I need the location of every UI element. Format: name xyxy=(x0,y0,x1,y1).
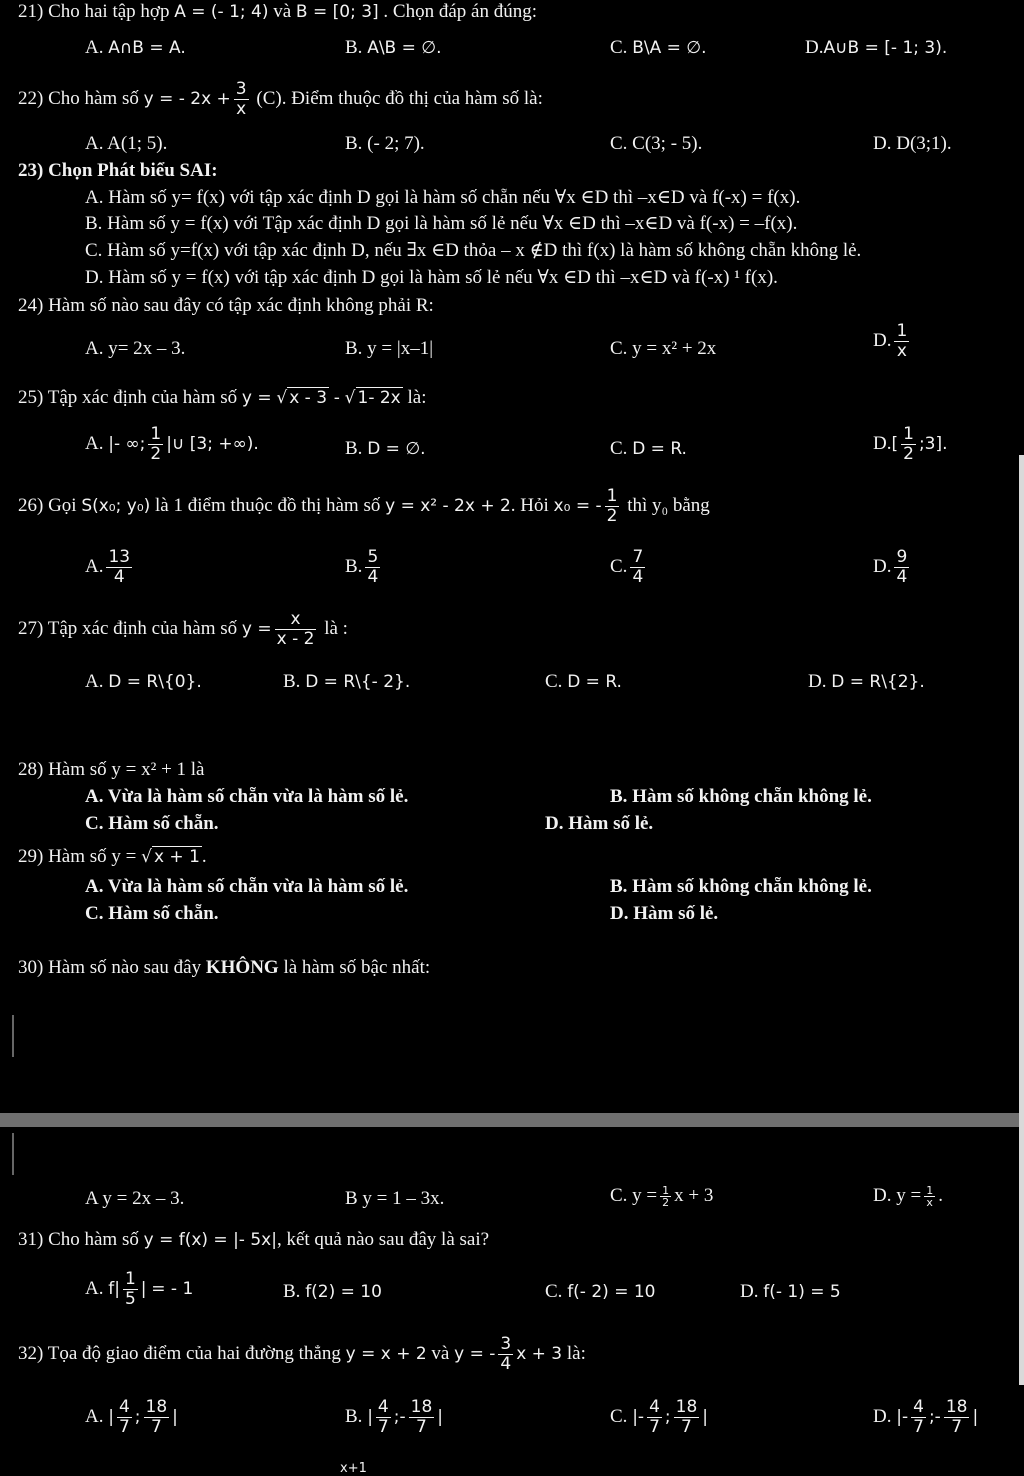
q21-conj: và xyxy=(273,1,292,22)
q27-fraction xyxy=(275,610,317,649)
numerator: 3 xyxy=(500,1334,512,1354)
numerator: 1 xyxy=(124,1269,136,1289)
q32-c-x xyxy=(647,1398,662,1437)
denominator: 7 xyxy=(144,1417,170,1437)
radicand: x - 3 xyxy=(289,388,328,408)
q30-option-d[interactable] xyxy=(873,1184,943,1208)
q30-option-b[interactable]: B y = 1 – 3x. xyxy=(345,1188,445,1209)
q30-d-fraction xyxy=(924,1185,935,1208)
q31-option-b[interactable] xyxy=(283,1280,382,1304)
q32-stem-text: 32) Tọa độ giao điểm của hai đường thẳng xyxy=(18,1342,341,1364)
option-label: C. xyxy=(545,671,563,692)
q26-b-fraction xyxy=(365,548,380,587)
q32-line-2-tail: x + 3 xyxy=(516,1343,563,1364)
option-label: A. xyxy=(85,555,104,577)
option-value: B\A = ∅. xyxy=(632,38,707,58)
option-value: |∪ [3; +∞). xyxy=(166,433,259,454)
q24-option-c[interactable]: C. y = x² + 2x xyxy=(610,338,717,359)
q22-option-d[interactable]: D. D(3;1). xyxy=(873,133,952,154)
numerator: 3 xyxy=(235,79,247,99)
numerator: 4 xyxy=(377,1397,389,1417)
q22-fraction xyxy=(234,80,249,119)
q24-option-d[interactable] xyxy=(873,322,912,361)
option-value: D = R\{0}. xyxy=(108,672,202,692)
option-label: D. xyxy=(873,329,892,351)
q31-stem-text: 31) Cho hàm số xyxy=(18,1229,139,1250)
option-value: A∩B = A. xyxy=(108,38,186,58)
q32-stem xyxy=(18,1335,586,1374)
q25-option-b[interactable] xyxy=(345,437,426,461)
q26-c-fraction xyxy=(630,548,645,587)
denominator: 4 xyxy=(896,567,908,587)
denominator: 4 xyxy=(367,567,379,587)
numerator: 1 xyxy=(606,486,618,506)
option-label: C. xyxy=(610,555,628,577)
option-label: A. xyxy=(85,1277,104,1299)
denominator: x xyxy=(924,1196,935,1208)
q22-stem xyxy=(18,80,543,119)
q32-option-a[interactable]: A. | $\frac{4}{7}$ ; $\frac{18}{7}$ | xyxy=(85,1397,178,1437)
q21-option-a[interactable] xyxy=(85,36,186,60)
page-divider xyxy=(0,1113,1024,1127)
denominator: 7 xyxy=(913,1417,924,1437)
q26-point: S(x₀; y₀) xyxy=(81,495,151,516)
q32-line-1: y = x + 2 xyxy=(345,1343,427,1364)
q26-option-c[interactable] xyxy=(610,548,648,587)
option-label: D. xyxy=(808,671,827,692)
q22-tail: (C). Điểm thuộc đồ thị của hàm số là: xyxy=(256,87,543,109)
q32-a-y xyxy=(144,1398,170,1437)
q32-a-x xyxy=(117,1398,132,1437)
sign: - xyxy=(901,1406,909,1427)
q32-option-c[interactable]: C. |- $\frac{4}{7}$ ; $\frac{18}{7}$ | xyxy=(610,1397,708,1437)
numerator: 13 xyxy=(108,547,131,567)
numerator: 18 xyxy=(675,1397,698,1417)
option-value: A\B = ∅. xyxy=(367,38,442,58)
q22-option-a[interactable]: A. A(1; 5). xyxy=(85,133,168,154)
numerator: 18 xyxy=(410,1397,433,1417)
denominator: 7 xyxy=(649,1417,660,1437)
q26-mid: là 1 điểm thuộc đồ thị hàm số xyxy=(155,494,381,516)
q32-option-d[interactable]: D. |- $\frac{4}{7}$ ;- $\frac{18}{7}$ | xyxy=(873,1397,979,1437)
numerator: 9 xyxy=(896,547,908,567)
option-label: B. xyxy=(345,438,363,459)
q29-stem-text: 29) Hàm số y = xyxy=(18,846,137,867)
option-value: f(2) = 10 xyxy=(305,1282,382,1302)
numerator: 1 xyxy=(150,424,162,444)
option-label: D. xyxy=(805,37,824,58)
q21-tail: . Chọn đáp án đúng: xyxy=(383,1,537,22)
text-caret-icon xyxy=(0,1015,14,1057)
sign: - xyxy=(637,1406,645,1427)
numerator: 5 xyxy=(367,547,379,567)
q27-stem xyxy=(18,610,348,649)
q29-option-d[interactable]: D. Hàm số lẻ. xyxy=(610,903,719,924)
option-label: B. xyxy=(345,37,363,58)
q25-d-fraction xyxy=(901,425,916,464)
q25-option-a[interactable] xyxy=(85,425,259,464)
option-value: x + 3 xyxy=(674,1185,714,1206)
denominator: 7 xyxy=(944,1417,970,1437)
q26-stem xyxy=(18,487,710,526)
numerator: 18 xyxy=(145,1397,168,1417)
option-label: B. xyxy=(345,1405,363,1427)
q32-conj: và xyxy=(431,1342,450,1364)
q27-stem-text: 27) Tập xác định của hàm số xyxy=(18,617,238,639)
q26-a-fraction xyxy=(106,548,132,587)
numerator: 7 xyxy=(632,547,644,567)
q28-option-a[interactable]: A. Vừa là hàm số chẵn vừa là hàm số lẻ. xyxy=(85,786,409,807)
q25-radical-2: √ 1- 2x xyxy=(344,388,401,408)
q28-stem: 28) Hàm số y = x² + 1 là xyxy=(18,759,205,780)
q26-d-fraction xyxy=(894,548,909,587)
q25-option-d[interactable] xyxy=(873,425,948,464)
q31-option-d[interactable] xyxy=(740,1280,841,1304)
option-value: ;3]. xyxy=(918,433,948,454)
q29-radical: √ x + 1 xyxy=(141,847,200,867)
option-label: A. xyxy=(85,432,104,454)
q26-option-b[interactable] xyxy=(345,548,383,587)
q23-option-d[interactable]: D. Hàm số y = f(x) với tập xác định D gọi là hàm số lẻ nếu ∀x ∈D thì –x∈D và f(-x) ¹ f(x). xyxy=(85,267,778,288)
denominator: 4 xyxy=(500,1354,512,1374)
q26-x0-fraction xyxy=(605,487,620,526)
q28-option-b[interactable]: B. Hàm số không chẵn không lẻ. xyxy=(610,786,872,807)
option-label: A. xyxy=(85,37,104,58)
q27-option-b[interactable] xyxy=(283,670,410,694)
q32-tail: là: xyxy=(566,1342,586,1364)
q32-d-y xyxy=(944,1398,970,1437)
q27-tail: là : xyxy=(324,617,348,639)
option-value: f xyxy=(108,1278,115,1299)
option-value: [ xyxy=(891,433,899,454)
scrollbar[interactable] xyxy=(1019,455,1024,1385)
q25-stem-text: 25) Tập xác định của hàm số xyxy=(18,387,238,408)
q29-option-c[interactable]: C. Hàm số chẵn. xyxy=(85,903,219,924)
q21-set-a: A = (- 1; 4) xyxy=(174,2,269,22)
q29-tail: . xyxy=(201,846,207,867)
option-label: C. y = xyxy=(610,1185,658,1206)
q30-stem-tail: là hàm số bậc nhất: xyxy=(283,957,431,978)
option-value: D = R. xyxy=(567,672,622,692)
q28-option-c[interactable]: C. Hàm số chẵn. xyxy=(85,813,219,834)
q26-option-a[interactable] xyxy=(85,548,135,587)
denominator: 2 xyxy=(662,1196,670,1210)
q26-x0: x₀ = - xyxy=(553,495,602,516)
numerator: 18 xyxy=(945,1397,968,1417)
q31-function: y = f(x) = |- 5x| xyxy=(143,1230,277,1250)
numerator: x xyxy=(290,609,301,629)
denominator: 7 xyxy=(377,1417,389,1437)
numerator: 1 xyxy=(662,1184,670,1198)
q26-ask: . Hỏi xyxy=(510,494,549,516)
denominator: 4 xyxy=(632,567,644,587)
numerator: 1 xyxy=(926,1184,934,1198)
option-value: D = R. xyxy=(632,439,687,459)
option-label: A. xyxy=(85,671,104,692)
q26-stem-text: 26) Gọi xyxy=(18,494,77,516)
q24-fraction xyxy=(894,322,909,361)
q28-option-d[interactable]: D. Hàm số lẻ. xyxy=(545,813,654,834)
q23-option-c[interactable]: C. Hàm số y=f(x) với tập xác định D, nếu ∃x ∈D thỏa – x ∉D thì f(x) là hàm số không chẵn không lẻ. xyxy=(85,240,862,261)
option-label: D. xyxy=(873,432,892,454)
q27-function: y = xyxy=(241,618,272,639)
denominator: x xyxy=(894,341,909,361)
option-label: C. xyxy=(610,1405,628,1427)
q32-b-y xyxy=(409,1398,435,1437)
q32-line-2: y = - xyxy=(454,1343,496,1364)
q25-a-fraction xyxy=(148,425,163,464)
denominator: 7 xyxy=(118,1417,130,1437)
q26-then: thì y₀ bằng xyxy=(627,494,710,516)
q27-option-a[interactable] xyxy=(85,670,202,694)
radicand: x + 1 xyxy=(153,847,200,867)
q30-stem-emphasis: KHÔNG xyxy=(205,957,279,978)
option-value: D = R\{2}. xyxy=(831,672,925,692)
q22-stem-text: 22) Cho hàm số xyxy=(18,87,139,109)
denominator: 2 xyxy=(606,506,618,526)
q30-option-a[interactable]: A y = 2x – 3. xyxy=(85,1188,185,1209)
numerator: 1 xyxy=(903,424,914,444)
option-label: D. xyxy=(873,1405,892,1427)
q22-option-c[interactable]: C. C(3; - 5). xyxy=(610,133,703,154)
denominator: 2 xyxy=(150,444,162,464)
q25-minus: - xyxy=(333,388,340,408)
q26-option-d[interactable] xyxy=(873,548,912,587)
q22-option-b[interactable]: B. (- 2; 7). xyxy=(345,133,425,154)
q25-radical-1: √ x - 3 xyxy=(276,388,328,408)
option-value: |- ∞; xyxy=(108,433,146,454)
q24-option-b[interactable]: B. y = |x–1| xyxy=(345,338,433,359)
q25-tail: là: xyxy=(407,387,427,408)
q21-stem-text: 21) Cho hai tập hợp xyxy=(18,1,170,22)
option-label: B. xyxy=(345,555,363,577)
sign: - xyxy=(399,1406,406,1427)
q30-c-fraction xyxy=(660,1185,671,1208)
option-label: C. xyxy=(545,1281,563,1302)
q30-stem-text: 30) Hàm số nào sau đây xyxy=(18,957,202,978)
text-caret-icon xyxy=(0,1133,14,1175)
q21-stem xyxy=(18,0,537,24)
option-label: C. xyxy=(610,37,628,58)
option-value: . xyxy=(938,1185,943,1206)
numerator: 4 xyxy=(913,1397,924,1417)
q32-b-x xyxy=(376,1398,391,1437)
numerator: 4 xyxy=(649,1397,660,1417)
option-value: f(- 1) = 5 xyxy=(763,1282,841,1302)
denominator: x xyxy=(234,99,249,119)
q25-option-c[interactable] xyxy=(610,437,687,461)
q27-option-d[interactable] xyxy=(808,670,925,694)
q23-stem: 23) Chọn Phát biểu SAI: xyxy=(18,160,218,181)
denominator: 7 xyxy=(674,1417,700,1437)
q24-stem: 24) Hàm số nào sau đây có tập xác định không phải R: xyxy=(18,295,434,316)
q23-option-a[interactable]: A. Hàm số y= f(x) với tập xác định D gọi là hàm số chẵn nếu ∀x ∈D thì –x∈D và f(-x) = f(x). xyxy=(85,187,801,208)
option-label: D. xyxy=(740,1281,759,1302)
q25-function: y = xyxy=(241,388,272,408)
option-value: f(- 2) = 10 xyxy=(567,1282,656,1302)
numerator: 4 xyxy=(118,1397,130,1417)
denominator: 7 xyxy=(409,1417,435,1437)
q29-option-b[interactable]: B. Hàm số không chẵn không lẻ. xyxy=(610,876,872,897)
option-label: B. xyxy=(283,671,301,692)
q31-option-a[interactable]: A. f| $\frac{1}{5}$ | = - 1 xyxy=(85,1269,194,1309)
radicand: 1- 2x xyxy=(357,388,401,408)
q21-option-c[interactable] xyxy=(610,36,706,60)
q29-stem xyxy=(18,845,207,869)
q32-fraction xyxy=(498,1335,513,1374)
numerator: 1 xyxy=(896,321,908,341)
q30-stem xyxy=(18,956,430,980)
q31-option-c[interactable] xyxy=(545,1280,655,1304)
denominator: 4 xyxy=(106,567,132,587)
sign: - xyxy=(934,1406,941,1427)
q25-stem xyxy=(18,386,427,410)
q21-set-b: B = [0; 3] xyxy=(295,2,379,22)
option-label: A. xyxy=(85,1405,104,1427)
option-value: D = ∅. xyxy=(367,439,426,459)
option-value: D = R\{- 2}. xyxy=(305,672,411,692)
option-value: A∪B = [- 1; 3). xyxy=(823,38,948,58)
q23-option-b[interactable]: B. Hàm số y = f(x) với Tập xác định D gọi là hàm số lẻ nếu ∀x ∈D thì –x∈D và f(-x) = –f(x). xyxy=(85,213,798,234)
q29-option-a[interactable]: A. Vừa là hàm số chẵn vừa là hàm số lẻ. xyxy=(85,876,409,897)
q21-option-b[interactable] xyxy=(345,36,441,60)
q27-option-c[interactable] xyxy=(545,670,622,694)
q32-d-x xyxy=(911,1398,926,1437)
option-label: C. xyxy=(610,438,628,459)
denominator: 5 xyxy=(124,1289,136,1309)
option-value: = - 1 xyxy=(151,1278,194,1299)
option-label: B. xyxy=(283,1281,301,1302)
q24-option-a[interactable]: A. y= 2x – 3. xyxy=(85,338,186,359)
q32-c-y xyxy=(674,1398,700,1437)
denominator: x - 2 xyxy=(276,629,315,649)
q30-option-c[interactable] xyxy=(610,1184,713,1208)
q22-function: y = - 2x + xyxy=(143,88,231,109)
q26-function: y = x² - 2x + 2 xyxy=(385,495,511,516)
q21-option-d[interactable] xyxy=(805,36,947,60)
option-label: D. xyxy=(873,555,892,577)
q31-tail: , kết quả nào sau đây là sai? xyxy=(276,1229,490,1250)
denominator: 2 xyxy=(903,444,914,464)
q31-a-fraction xyxy=(123,1270,138,1309)
cut-off-text: x+1 xyxy=(340,1461,367,1476)
q31-stem xyxy=(18,1228,489,1252)
q32-option-b[interactable]: B. | $\frac{4}{7}$ ;- $\frac{18}{7}$ | xyxy=(345,1397,443,1437)
option-label: D. y = xyxy=(873,1185,922,1206)
